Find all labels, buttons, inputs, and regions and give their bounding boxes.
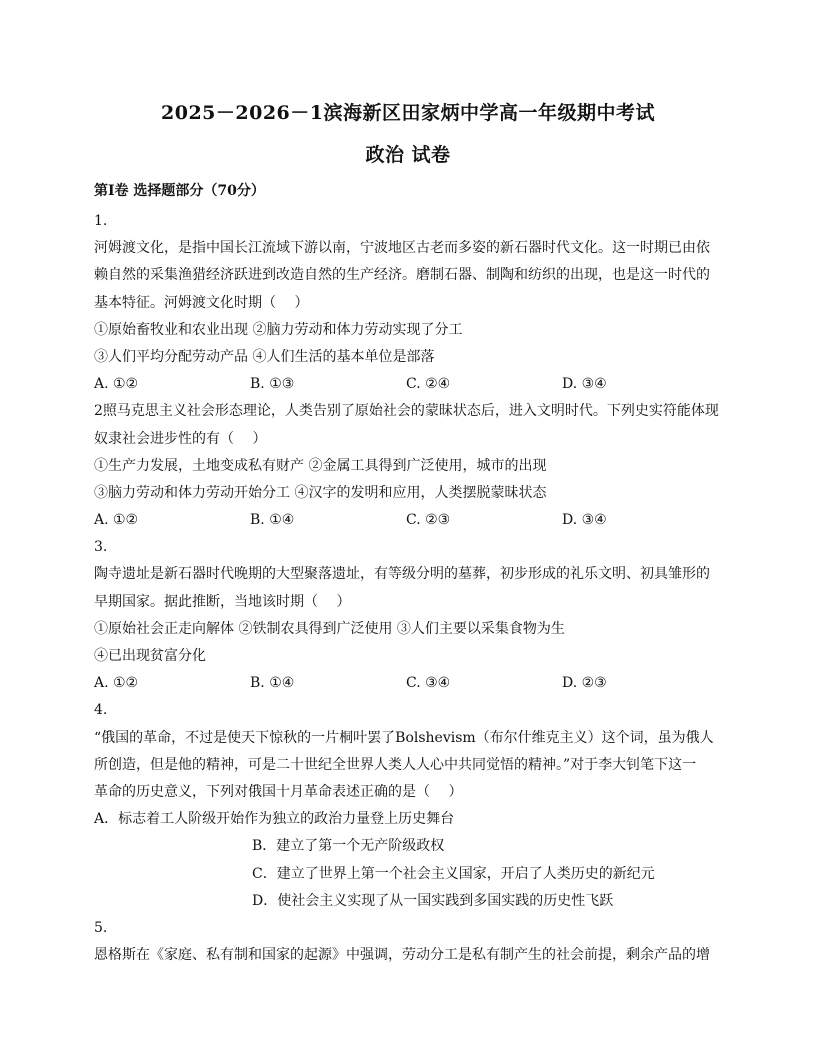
answer-options: [94, 507, 720, 534]
question-stem-line: 恩格斯在《家庭、私有制和国家的起源》中强调，劳动分工是私有制产生的社会前提，剩余产品的增: [94, 947, 710, 964]
question-stem-line: “俄国的革命，不过是使天下惊秋的一片桐叶罢了Bolshevism（布尔什维克主义）这个词，虽为俄人: [94, 729, 714, 746]
statement-line: ④已出现贫富分化: [94, 648, 206, 664]
option-b: B. ①④: [250, 675, 295, 692]
option-c: C. ②③: [406, 512, 451, 529]
question-3: [94, 534, 720, 697]
question-stem-line: 所创造，但是他的精神，可是二十世纪全世界人类人人心中共同觉悟的精神。”对于李大钊笔下这一: [94, 756, 697, 773]
questions-body: [94, 208, 720, 969]
question-stem-line: 早期国家。据此推断，当地该时期（ ）: [94, 593, 351, 610]
question-2: [94, 398, 720, 534]
option-d: D. ②③: [562, 675, 607, 692]
question-4: [94, 697, 720, 915]
answer-options: [94, 670, 720, 697]
option-a: A. ①②: [94, 512, 139, 529]
question-stem-line: 陶寺遗址是新石器时代晚期的大型聚落遗址，有等级分明的墓葬，初步形成的礼乐文明、初具雏形的: [94, 566, 710, 583]
question-stem-line: 革命的历史意义，下列对俄国十月革命表述正确的是（ ）: [94, 783, 463, 800]
exam-subtitle: 政治 试卷: [365, 144, 451, 166]
option-c: C. ③④: [406, 675, 451, 692]
option-a: A. ①②: [94, 376, 139, 393]
statement-line: ③脑力劳动和体力劳动开始分工 ④汉字的发明和应用，人类摆脱蒙昧状态: [94, 484, 547, 501]
question-stem-line: 2照马克思主义社会形态理论，人类告别了原始社会的蒙昧状态后，进入文明时代。下列史实符能体现: [94, 403, 719, 420]
option-b: B. ①③: [250, 376, 295, 393]
question-stem-line: 河姆渡文化，是指中国长江流域下游以南，宁波地区古老而多姿的新石器时代文化。这一时期已由依: [94, 240, 710, 257]
question-1: [94, 208, 720, 398]
question-number: 4.: [94, 702, 108, 719]
question-stem-line: 赖自然的采集渔猎经济跃进到改造自然的生产经济。磨制石器、制陶和纺织的出现，也是这一时代的: [94, 267, 710, 284]
question-stem-line: 奴隶社会进步性的有（ ）: [94, 430, 267, 447]
choice-a: A．标志着工人阶级开始作为独立的政治力量登上历史舞台: [94, 811, 455, 828]
option-b: B. ①④: [250, 512, 295, 529]
question-stem-line: 基本特征。河姆渡文化时期（ ）: [94, 294, 309, 311]
choice-c: C．建立了世界上第一个社会主义国家，开启了人类历史的新纪元: [252, 865, 655, 882]
statement-line: ①原始社会正走向解体 ②铁制农具得到广泛使用 ③人们主要以采集食物为生: [94, 620, 565, 637]
exam-title: 2025－2026－1滨海新区田家炳中学高一年级期中考试: [161, 102, 655, 124]
option-d: D. ③④: [562, 376, 607, 393]
question-number: 5.: [94, 919, 108, 936]
option-a: A. ①②: [94, 675, 139, 692]
statement-line: ①生产力发展，土地变成私有财产 ②金属工具得到广泛使用，城市的出现: [94, 457, 547, 474]
question-number: 3.: [94, 539, 108, 556]
statement-line: ①原始畜牧业和农业出现 ②脑力劳动和体力劳动实现了分工: [94, 321, 463, 338]
choice-d: D．使社会主义实现了从一国实践到多国实践的历史性飞跃: [252, 892, 614, 909]
option-d: D. ③④: [562, 512, 607, 529]
choice-b: B．建立了第一个无产阶级政权: [252, 838, 445, 855]
question-number: 1.: [94, 213, 108, 229]
question-5: [94, 915, 720, 969]
section-heading: 第Ⅰ卷 选择题部分（70分）: [94, 183, 265, 199]
answer-options: [94, 371, 720, 398]
option-c: C. ②④: [406, 376, 451, 393]
statement-line: ③人们平均分配劳动产品 ④人们生活的基本单位是部落: [94, 348, 435, 365]
